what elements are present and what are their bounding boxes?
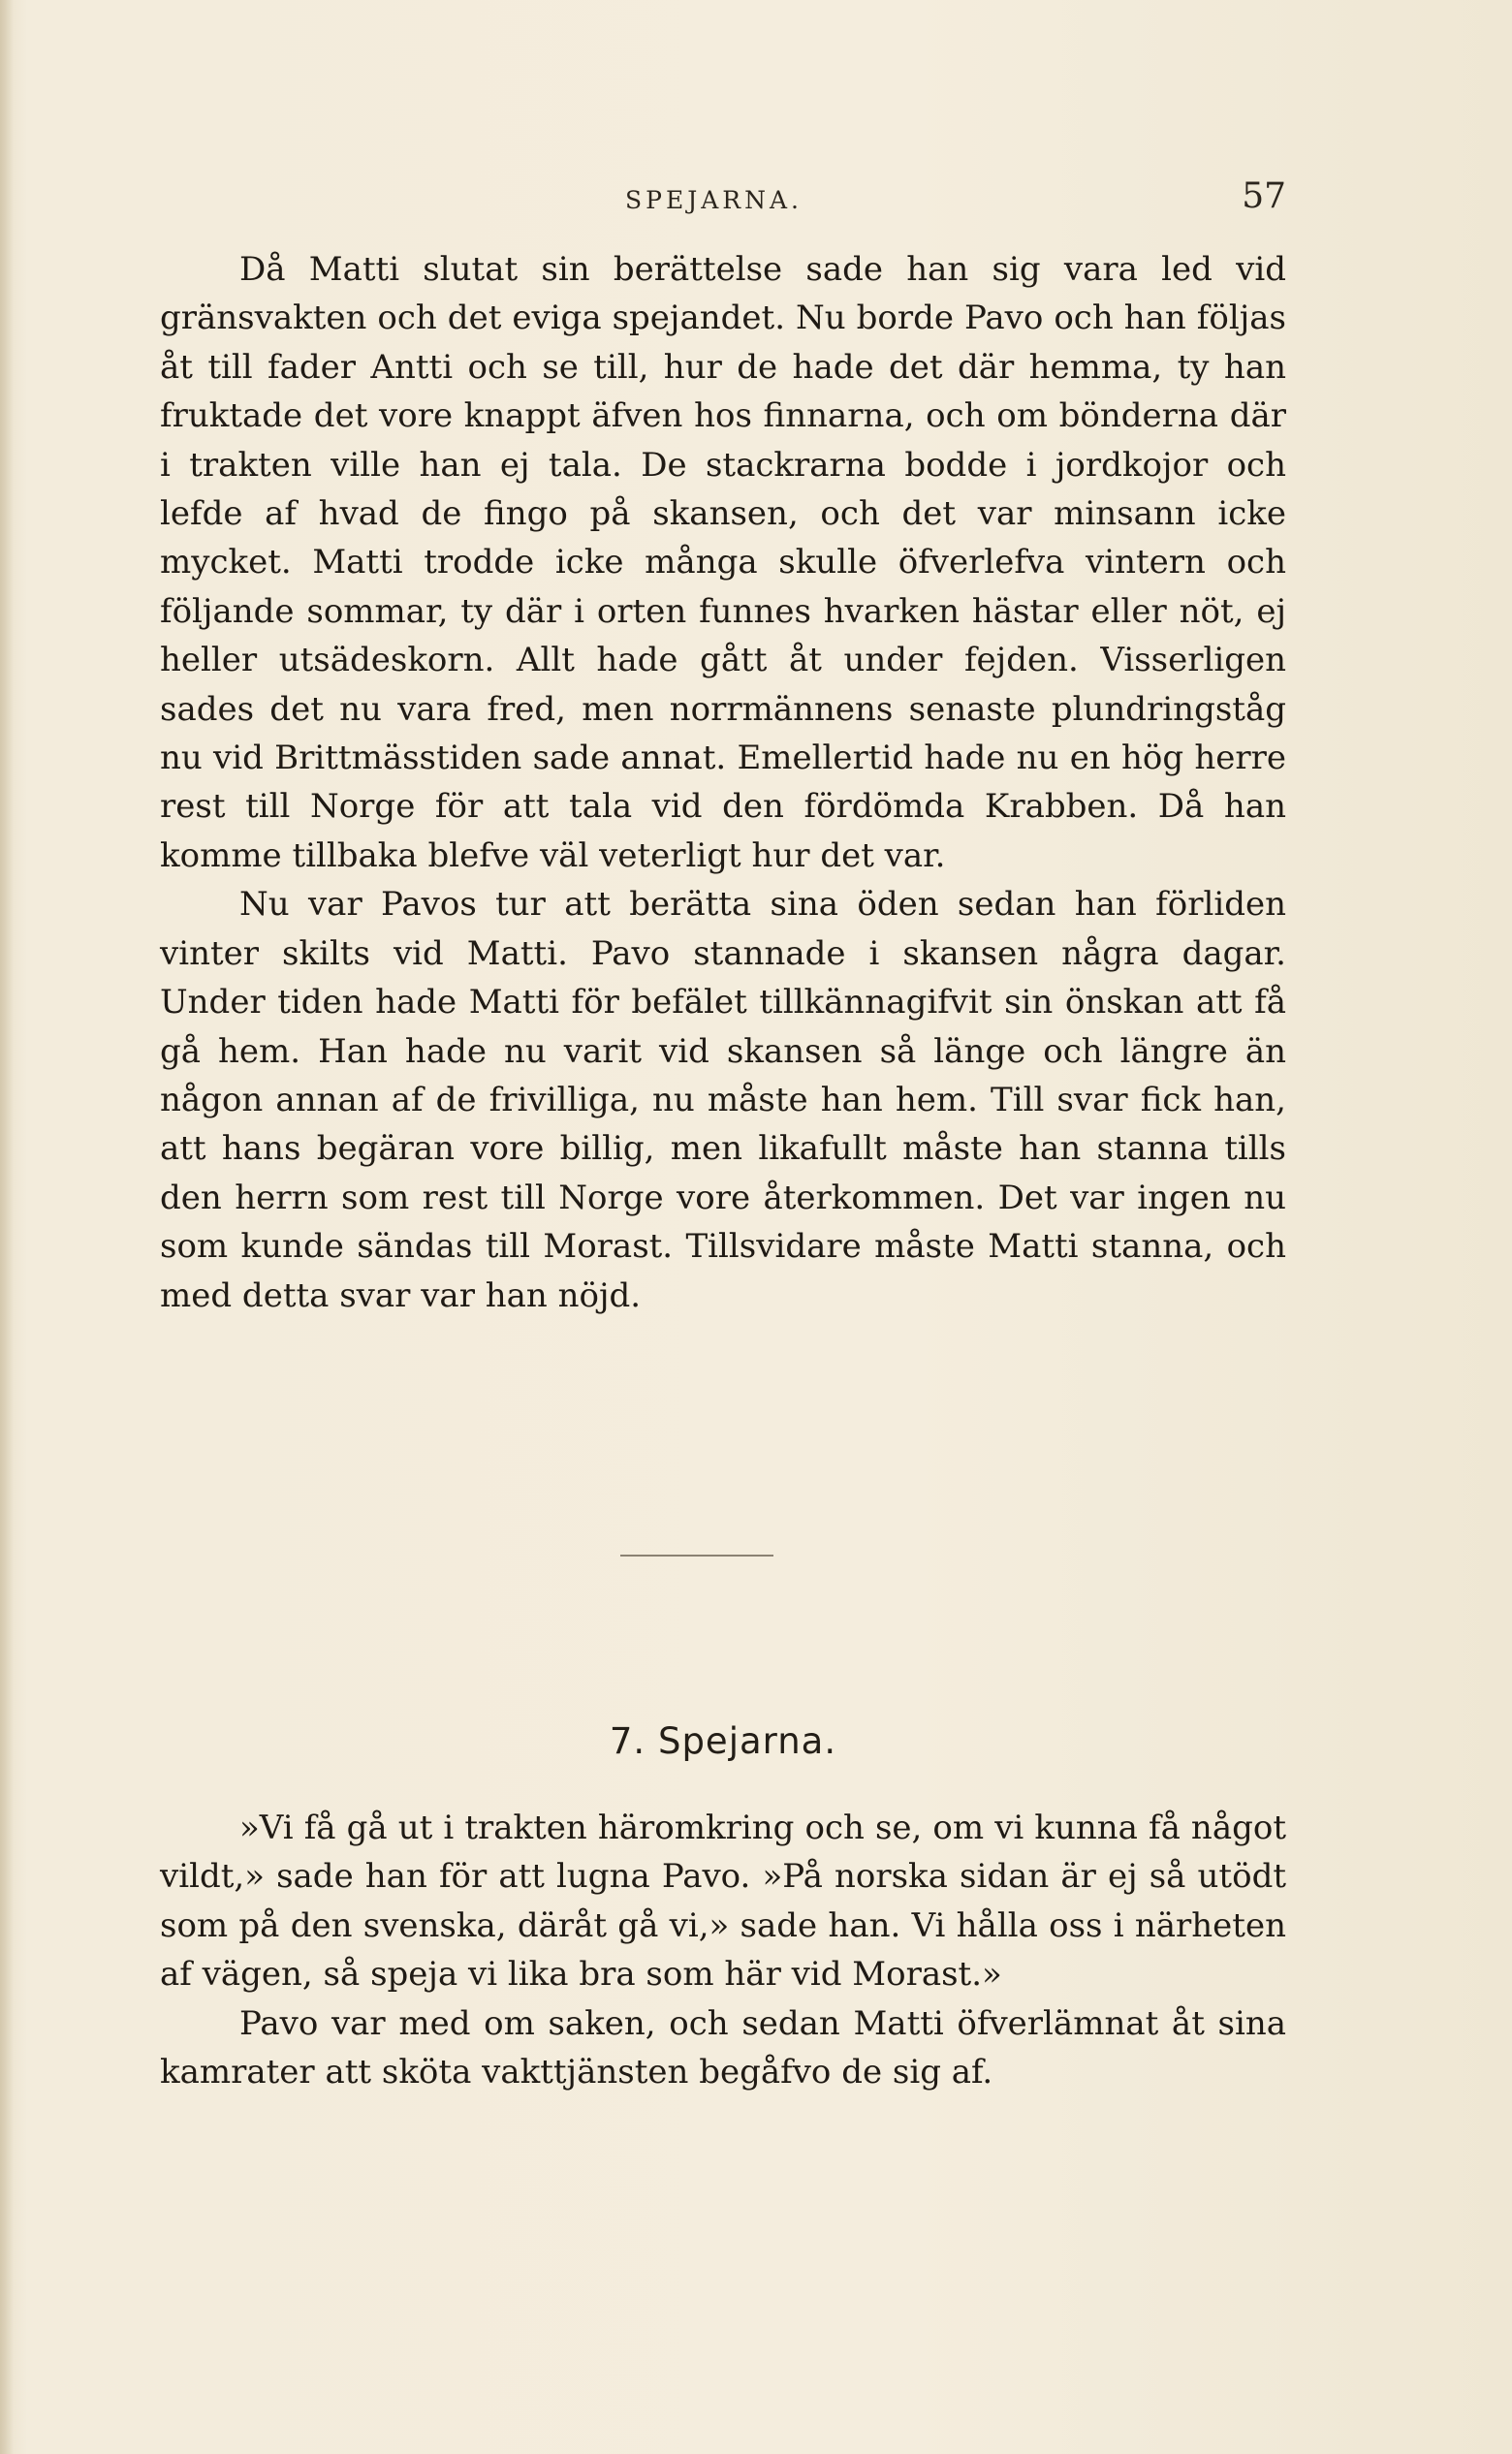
running-head: SPEJARNA. — [625, 186, 803, 214]
page-spine-shadow — [0, 0, 14, 2454]
paragraph: Pavo var med om saken, och sedan Matti öfverlämnat åt sina kamrater att sköta vakttjänsten begåfvo de sig af. — [160, 2003, 1286, 2092]
page-header — [160, 176, 1286, 227]
text-block-chapter — [160, 1804, 1286, 2096]
chapter-heading: 7. Spejarna. — [609, 1720, 837, 1762]
text-block-main — [160, 245, 1286, 1320]
page-number: 57 — [1242, 176, 1286, 216]
paragraph: Nu var Pavos tur att berätta sina öden sedan han förliden vinter skilts vid Matti. Pavo stannade i skansen några dagar. Under tiden hade Matti för befälet tillkännagifvit sin önskan att få gå hem. Han hade nu varit vid skansen så länge och längre än någon annan af de frivilliga, nu måste han hem. Till svar fick han, att hans begäran vore billig, men likafullt måste han stanna tills den herrn som rest till Norge vore återkommen. Det var ingen nu som kunde sändas till Morast. Tillsvidare måste Matti stanna, och med detta svar var han nöjd. — [160, 885, 1286, 1315]
paragraph: Då Matti slutat sin berättelse sade han sig vara led vid gränsvakten och det eviga spejandet. Nu borde Pavo och han följas åt till fader Antti och se till, hur de hade det där hemma, ty han fruktade det vore knappt äfven hos finnarna, och om bönderna där i trakten ville han ej tala. De stackrarna bodde i jordkojor och lefde af hvad de fingo på skansen, och det var minsann icke mycket. Matti trodde icke många skulle öfverlefva vintern och följande sommar, ty där i orten funnes hvarken hästar eller nöt, ej heller utsädeskorn. Allt hade gått åt under fejden. Visserligen sades det nu vara fred, men norrmännens senaste plundringståg nu vid Brittmässtiden sade annat. Emellertid hade nu en hög herre rest till Norge för att tala vid den fördömda Krabben. Då han komme tillbaka blefve väl veterligt hur det var. — [160, 250, 1286, 875]
section-divider — [620, 1555, 773, 1557]
paragraph: »Vi få gå ut i trakten häromkring och se, om vi kunna få något vildt,» sade han för att lugna Pavo. »På norska sidan är ej så utödt som på den svenska, däråt gå vi,» sade han. Vi hålla oss i närheten af vägen, så speja vi lika bra som här vid Morast.» — [160, 1809, 1286, 1995]
